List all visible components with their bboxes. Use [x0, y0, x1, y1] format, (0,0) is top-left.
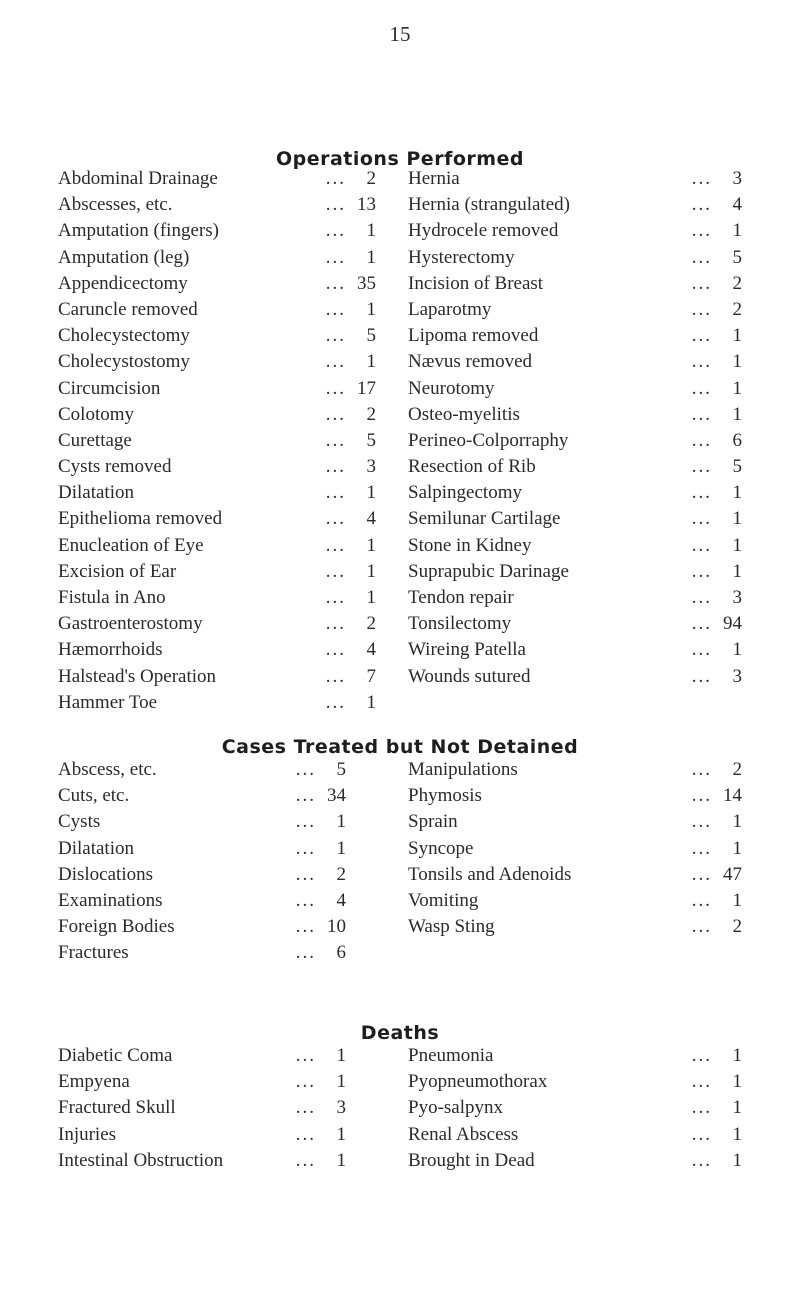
entry-name: Sprain	[408, 811, 458, 833]
cases-row	[58, 914, 346, 940]
entry-name: Examinations	[58, 889, 163, 911]
leader-dots: ...	[325, 220, 346, 242]
entry-name: Excision of Ear	[58, 560, 177, 582]
deaths-row	[408, 1043, 742, 1069]
entry-name: Nævus removed	[408, 351, 533, 373]
leader-dots: ...	[325, 325, 346, 347]
operations-row	[408, 611, 742, 637]
leader-dots: ...	[691, 325, 712, 347]
leader-dots: ...	[691, 403, 712, 425]
leader-dots: ...	[691, 246, 712, 268]
operations-row	[58, 611, 376, 637]
operations-row	[58, 585, 376, 611]
entry-count: 47	[723, 863, 742, 885]
entry-name: Semilunar Cartilage	[408, 508, 561, 530]
deaths-row	[58, 1095, 346, 1121]
operations-row	[408, 376, 742, 402]
entry-name: Pyopneumothorax	[408, 1071, 548, 1093]
operations-title: Operations Performed	[275, 148, 525, 170]
leader-dots: ...	[325, 194, 346, 216]
operations-row	[408, 271, 742, 297]
leader-dots: ...	[295, 916, 316, 938]
entry-count: 2	[732, 298, 742, 320]
leader-dots: ...	[325, 298, 346, 320]
cases-row	[408, 914, 742, 940]
entry-name: Dilatation	[58, 482, 134, 504]
leader-dots: ...	[325, 691, 346, 713]
leader-dots: ...	[691, 613, 712, 635]
entry-name: Gastroenterostomy	[58, 613, 203, 635]
deaths-row	[58, 1043, 346, 1069]
entry-name: Tonsils and Adenoids	[408, 863, 572, 885]
leader-dots: ...	[691, 889, 712, 911]
entry-count: 1	[336, 837, 346, 859]
operations-row	[408, 454, 742, 480]
entry-count: 1	[732, 351, 742, 373]
entry-name: Fistula in Ano	[58, 587, 166, 608]
entry-count: 6	[336, 942, 346, 964]
cases-row	[408, 862, 742, 888]
leader-dots: ...	[691, 1045, 712, 1066]
entry-name: Suprapubic Darinage	[408, 560, 569, 582]
page-number: 15	[389, 22, 411, 46]
entry-name: Fractured Skull	[58, 1097, 176, 1119]
entry-name: Cysts	[58, 811, 101, 833]
entry-name: Perineo-Colporraphy	[408, 429, 569, 451]
operations-row	[408, 323, 742, 349]
entry-name: Dilatation	[58, 837, 134, 859]
operations-row	[58, 297, 376, 323]
entry-count: 1	[336, 1071, 346, 1093]
deaths-row	[58, 1148, 346, 1174]
entry-count: 1	[732, 811, 742, 833]
deaths-row	[58, 1122, 346, 1148]
entry-count: 1	[366, 691, 376, 713]
entry-count: 1	[366, 534, 376, 556]
cases-title: Cases Treated but Not Detained	[221, 736, 579, 758]
cases-left-column	[58, 757, 346, 967]
entry-name: Brought in Dead	[408, 1149, 535, 1171]
cases-row	[408, 836, 742, 862]
entry-name: Vomiting	[408, 889, 479, 911]
entry-count: 1	[732, 508, 742, 530]
leader-dots: ...	[691, 220, 712, 242]
entry-name: Injuries	[58, 1123, 117, 1145]
leader-dots: ...	[295, 1045, 316, 1066]
entry-name: Epithelioma removed	[58, 508, 223, 530]
entry-count: 2	[732, 916, 742, 938]
leader-dots: ...	[325, 168, 346, 189]
leader-dots: ...	[691, 587, 712, 608]
operations-row	[58, 454, 376, 480]
deaths-row	[408, 1122, 742, 1148]
leader-dots: ...	[295, 1123, 316, 1145]
entry-name: Abscess, etc.	[58, 759, 157, 780]
operations-row	[408, 428, 742, 454]
leader-dots: ...	[691, 429, 712, 451]
operations-row	[408, 192, 742, 218]
leader-dots: ...	[295, 759, 316, 780]
leader-dots: ...	[295, 863, 316, 885]
entry-count: 5	[366, 429, 376, 451]
entry-count: 1	[366, 587, 376, 608]
entry-name: Cysts removed	[58, 456, 172, 478]
entry-name: Appendicectomy	[58, 272, 188, 294]
entry-count: 5	[366, 325, 376, 347]
leader-dots: ...	[691, 508, 712, 530]
entry-count: 7	[366, 665, 376, 687]
cases-row	[58, 809, 346, 835]
operations-left-column	[58, 166, 376, 716]
entry-count: 94	[723, 613, 742, 635]
leader-dots: ...	[325, 665, 346, 687]
entry-count: 1	[336, 1123, 346, 1145]
entry-count: 4	[366, 508, 376, 530]
entry-count: 5	[336, 759, 346, 780]
entry-count: 2	[366, 168, 376, 189]
leader-dots: ...	[691, 194, 712, 216]
leader-dots: ...	[691, 863, 712, 885]
operations-row	[408, 533, 742, 559]
entry-count: 1	[366, 351, 376, 373]
entry-count: 1	[732, 482, 742, 504]
operations-row	[58, 192, 376, 218]
entry-count: 10	[327, 916, 346, 938]
entry-count: 35	[357, 272, 376, 294]
cases-row	[58, 836, 346, 862]
operations-row	[58, 166, 376, 192]
entry-name: Hydrocele removed	[408, 220, 559, 242]
leader-dots: ...	[325, 613, 346, 635]
cases-row	[58, 862, 346, 888]
entry-name: Enucleation of Eye	[58, 534, 204, 556]
entry-count: 2	[366, 403, 376, 425]
entry-name: Cholecystostomy	[58, 351, 190, 373]
entry-name: Abscesses, etc.	[58, 194, 173, 216]
operations-row	[408, 245, 742, 271]
operations-row	[58, 637, 376, 663]
operations-row	[408, 506, 742, 532]
leader-dots: ...	[691, 168, 712, 189]
deaths-title: Deaths	[360, 1022, 440, 1044]
operations-row	[408, 349, 742, 375]
leader-dots: ...	[325, 560, 346, 582]
entry-name: Osteo-myelitis	[408, 403, 520, 425]
leader-dots: ...	[325, 482, 346, 504]
entry-name: Syncope	[408, 837, 474, 859]
operations-row	[408, 166, 742, 192]
leader-dots: ...	[691, 272, 712, 294]
leader-dots: ...	[691, 377, 712, 399]
entry-name: Cuts, etc.	[58, 785, 130, 807]
leader-dots: ...	[691, 639, 712, 661]
leader-dots: ...	[691, 1097, 712, 1119]
deaths-right-column	[408, 1043, 742, 1174]
operations-row	[58, 480, 376, 506]
entry-count: 4	[336, 889, 346, 911]
operations-row	[58, 323, 376, 349]
leader-dots: ...	[691, 785, 712, 807]
operations-row	[408, 664, 742, 690]
entry-name: Hernia	[408, 168, 460, 189]
cases-row	[58, 757, 346, 783]
operations-row	[58, 376, 376, 402]
entry-count: 2	[732, 759, 742, 780]
cases-row	[58, 940, 346, 966]
leader-dots: ...	[295, 1149, 316, 1171]
entry-name: Cholecystectomy	[58, 325, 190, 347]
entry-count: 1	[732, 1045, 742, 1066]
entry-count: 4	[732, 194, 742, 216]
entry-count: 2	[366, 613, 376, 635]
deaths-row	[408, 1095, 742, 1121]
entry-count: 14	[723, 785, 742, 807]
entry-count: 1	[336, 1045, 346, 1066]
entry-count: 2	[732, 272, 742, 294]
leader-dots: ...	[325, 429, 346, 451]
entry-name: Lipoma removed	[408, 325, 539, 347]
entry-name: Abdominal Drainage	[58, 168, 218, 189]
operations-row	[58, 271, 376, 297]
operations-row	[58, 428, 376, 454]
deaths-row	[58, 1069, 346, 1095]
entry-name: Colotomy	[58, 403, 135, 425]
leader-dots: ...	[325, 377, 346, 399]
entry-count: 1	[732, 837, 742, 859]
entry-name: Renal Abscess	[408, 1123, 519, 1145]
cases-right-column	[408, 757, 742, 940]
entry-count: 1	[336, 1149, 346, 1171]
leader-dots: ...	[691, 1149, 712, 1171]
deaths-left-column	[58, 1043, 346, 1174]
leader-dots: ...	[691, 1123, 712, 1145]
entry-count: 1	[732, 403, 742, 425]
entry-name: Wasp Sting	[408, 916, 495, 938]
entry-name: Intestinal Obstruction	[58, 1149, 224, 1171]
operations-row	[58, 349, 376, 375]
cases-row	[408, 809, 742, 835]
entry-count: 1	[732, 889, 742, 911]
entry-name: Halstead's Operation	[58, 665, 217, 687]
leader-dots: ...	[325, 534, 346, 556]
entry-count: 6	[732, 429, 742, 451]
operations-row	[58, 218, 376, 244]
entry-name: Hammer Toe	[58, 691, 158, 713]
entry-name: Caruncle removed	[58, 298, 198, 320]
leader-dots: ...	[691, 560, 712, 582]
entry-count: 1	[732, 1123, 742, 1145]
entry-count: 3	[732, 665, 742, 687]
entry-name: Dislocations	[58, 863, 153, 885]
entry-name: Manipulations	[408, 759, 518, 780]
entry-count: 1	[366, 220, 376, 242]
deaths-row	[408, 1148, 742, 1174]
entry-count: 1	[732, 1071, 742, 1093]
entry-name: Circumcision	[58, 377, 161, 399]
entry-count: 17	[357, 377, 376, 399]
leader-dots: ...	[691, 1071, 712, 1093]
operations-row	[58, 559, 376, 585]
leader-dots: ...	[691, 759, 712, 780]
operations-row	[408, 637, 742, 663]
entry-name: Wireing Patella	[408, 639, 526, 661]
entry-count: 1	[336, 811, 346, 833]
entry-name: Salpingectomy	[408, 482, 522, 504]
leader-dots: ...	[691, 665, 712, 687]
operations-row	[58, 533, 376, 559]
operations-row	[408, 218, 742, 244]
entry-name: Hæmorrhoids	[58, 639, 163, 661]
entry-name: Tonsilectomy	[408, 613, 512, 635]
entry-count: 2	[336, 863, 346, 885]
leader-dots: ...	[325, 456, 346, 478]
entry-count: 1	[732, 220, 742, 242]
entry-name: Amputation (leg)	[58, 246, 190, 268]
entry-name: Amputation (fingers)	[58, 220, 219, 242]
leader-dots: ...	[691, 811, 712, 833]
entry-count: 1	[732, 560, 742, 582]
entry-name: Empyena	[58, 1071, 130, 1093]
entry-name: Phymosis	[408, 785, 482, 807]
leader-dots: ...	[325, 351, 346, 373]
operations-row	[408, 480, 742, 506]
entry-name: Diabetic Coma	[58, 1045, 173, 1066]
entry-count: 5	[732, 246, 742, 268]
entry-name: Hysterectomy	[408, 246, 515, 268]
entry-name: Hernia (strangulated)	[408, 194, 570, 216]
cases-row	[58, 888, 346, 914]
leader-dots: ...	[691, 837, 712, 859]
entry-count: 13	[357, 194, 376, 216]
entry-name: Tendon repair	[408, 587, 514, 608]
entry-count: 1	[732, 639, 742, 661]
leader-dots: ...	[691, 482, 712, 504]
leader-dots: ...	[325, 246, 346, 268]
entry-count: 1	[732, 377, 742, 399]
entry-count: 1	[732, 325, 742, 347]
operations-right-column	[408, 166, 742, 690]
operations-row	[408, 402, 742, 428]
entry-name: Wounds sutured	[408, 665, 531, 687]
operations-row	[408, 585, 742, 611]
entry-count: 4	[366, 639, 376, 661]
leader-dots: ...	[691, 534, 712, 556]
entry-name: Pneumonia	[408, 1045, 494, 1066]
deaths-row	[408, 1069, 742, 1095]
entry-count: 1	[366, 298, 376, 320]
operations-row	[408, 559, 742, 585]
entry-count: 1	[732, 534, 742, 556]
leader-dots: ...	[295, 1071, 316, 1093]
leader-dots: ...	[295, 811, 316, 833]
entry-name: Stone in Kidney	[408, 534, 532, 556]
leader-dots: ...	[691, 456, 712, 478]
entry-name: Neurotomy	[408, 377, 495, 399]
leader-dots: ...	[325, 508, 346, 530]
operations-row	[58, 506, 376, 532]
leader-dots: ...	[325, 587, 346, 608]
leader-dots: ...	[295, 1097, 316, 1119]
leader-dots: ...	[691, 298, 712, 320]
cases-row	[408, 757, 742, 783]
leader-dots: ...	[325, 639, 346, 661]
entry-name: Incision of Breast	[408, 272, 544, 294]
leader-dots: ...	[325, 272, 346, 294]
leader-dots: ...	[295, 837, 316, 859]
entry-count: 3	[732, 587, 742, 608]
operations-row	[408, 297, 742, 323]
leader-dots: ...	[295, 942, 316, 964]
entry-name: Fractures	[58, 942, 129, 964]
operations-row	[58, 402, 376, 428]
entry-count: 1	[366, 246, 376, 268]
entry-count: 1	[732, 1097, 742, 1119]
entry-count: 3	[732, 168, 742, 189]
entry-name: Foreign Bodies	[58, 916, 175, 938]
entry-name: Curettage	[58, 429, 132, 451]
operations-row	[58, 245, 376, 271]
entry-count: 1	[366, 482, 376, 504]
entry-count: 34	[327, 785, 346, 807]
cases-row	[408, 888, 742, 914]
entry-count: 1	[732, 1149, 742, 1171]
operations-row	[58, 690, 376, 716]
entry-name: Resection of Rib	[408, 456, 536, 478]
entry-count: 3	[336, 1097, 346, 1119]
leader-dots: ...	[691, 916, 712, 938]
operations-row	[58, 664, 376, 690]
leader-dots: ...	[295, 785, 316, 807]
leader-dots: ...	[325, 403, 346, 425]
entry-count: 5	[732, 456, 742, 478]
entry-count: 3	[366, 456, 376, 478]
cases-row	[408, 783, 742, 809]
entry-name: Pyo-salpynx	[408, 1097, 503, 1119]
cases-row	[58, 783, 346, 809]
leader-dots: ...	[691, 351, 712, 373]
leader-dots: ...	[295, 889, 316, 911]
entry-count: 1	[366, 560, 376, 582]
entry-name: Laparotmy	[408, 298, 492, 320]
